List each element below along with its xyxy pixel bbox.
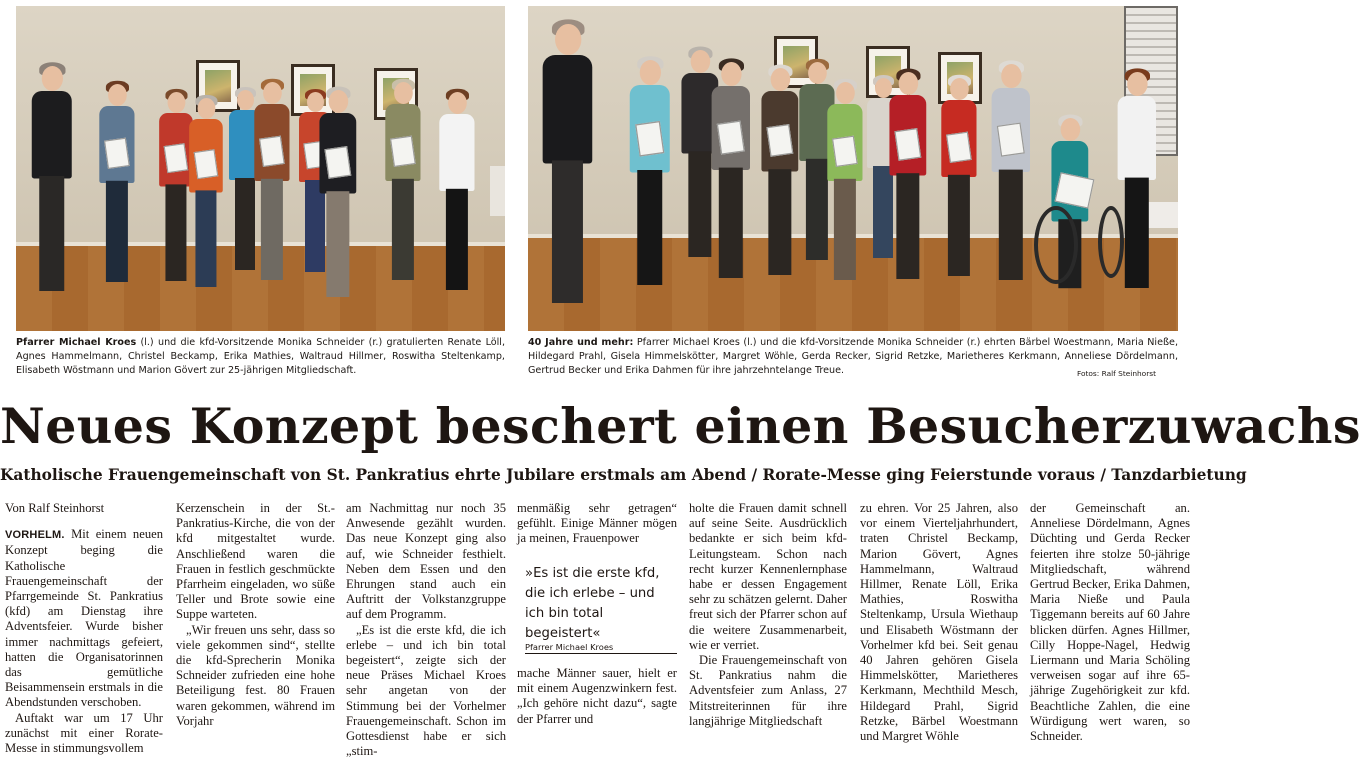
photo-left xyxy=(16,6,505,331)
photo-right xyxy=(528,6,1178,331)
column-2-paragraph-1: Kerzenschein in der St.-Pankratius-Kirche, die von der kfd mitgestaltet wurde. Anschließend waren die Frauen in festlich geschmückte Pfarrheim eingeladen, wo süße Teller und Brote sowie eine Suppe warteten. xyxy=(176,501,335,622)
caption-left-text: (l.) und die kfd-Vorsitzende Monika Schneider (r.) gratulierten Renate Löll, Agnes Hammelmann, Christel Beckamp, Erika Mathies, Waltraud Hillmer, Roswitha Steltenkamp, Elisabeth Wöstmann und Marion Gövert zur 25-jährigen Mitgliedschaft. xyxy=(16,337,505,377)
column-4-paragraph-bottom: mache Männer sauer, hielt er mit einem Augenzwinkern fest. „Ich gehöre nicht dazu“, sagte der Pfarrer und xyxy=(517,666,677,726)
column-1 xyxy=(5,501,163,756)
column-2-paragraph-2: „Wir freuen uns sehr, dass so viele gekommen sind“, stellte die kfd-Sprecherin Monika Schneider zufrieden eine hohe Beteiligung fest. 80 Frauen waren gekommen, während im Vorjahr xyxy=(176,622,335,728)
column-4-paragraph-top: menmäßig sehr getragen“ gefühlt. Einige Männer mögen ja meinen, Frauenpower xyxy=(517,501,677,546)
column-2 xyxy=(176,501,335,729)
pull-quote-source: Pfarrer Michael Kroes xyxy=(525,642,677,654)
caption-right-text: Pfarrer Michael Kroes (l.) und die kfd-Vorsitzende Monika Schneider (r.) ehrten Bärbel Woestmann, Maria Nieße, Hildegard Prahl, Gisela Himmelskötter, Margret Wöhle, Gerda Recker, Sigrid Retzke, Marietheres Kerkmann, Anneliese Dördelmann, Gertrud Becker und Erika Dahmen für ihre jahrzehntelange Treue. xyxy=(528,337,1178,377)
column-3-paragraph-1: am Nachmittag nur noch 35 Anwesende gezählt wurden. Das neue Konzept ging also auf, wie Schneider festhielt. Neben dem Essen und den Ehrungen stand auch ein Auftritt der Volkstanzgruppe auf dem Programm. xyxy=(346,501,506,622)
column-1-paragraph-2: Auftakt war um 17 Uhr zunächst mit einer Rorate-Messe in stimmungsvollem xyxy=(5,710,163,756)
column-7-paragraph-1: der Gemeinschaft an. Anneliese Dördelmann, Agnes Düchting und Gerda Recker feierten ihre stolze 50-jährige Mitgliedschaft, während Gertrud Becker, Erika Dahmen, Maria Nieße und Paula Tiggemann bereits auf 60 Jahre blicken dürfen. Agnes Hillmer, Cilly Hoppe-Nagel, Hedwig Liermann und Maria Schöling verweisen sogar auf ihre 65-jährige Zugehörigkeit zur kfd. Beachtliche Zahlen, die eine Würdigung wert waren, so Schneider. xyxy=(1030,501,1190,744)
caption-right-lead: 40 Jahre und mehr: xyxy=(528,337,634,348)
column-1-paragraph-1: Mit einem neuen Konzept beging die Katholische Frauengemeinschaft der Pfarrgemeinde St. Pankratius (kfd) am Dienstag ihre Adventsfeier. Wurde bisher immer nachmittags gefeiert, hatten die Organisatorinnen das gemütliche Beisammensein erstmals in die Abendstunden verschoben. xyxy=(5,527,163,710)
column-5-paragraph-1: holte die Frauen damit schnell auf seine Seite. Ausdrücklich bedankte er sich beim kfd-Leitungsteam. Schon nach recht kurzer Kennenlernphase habe er dessen Engagement sehr zu schätzen gelernt. Daher freut sich der Pfarrer schon auf die weitere Zusammenarbeit, wie er verriet. xyxy=(689,501,847,652)
headline: Neues Konzept beschert einen Besucherzuwachs xyxy=(0,397,1361,455)
column-3-paragraph-2: „Es ist die erste kfd, die ich erlebe – und ich bin total begeistert“, zeigte sich der neue Präses Michael Kroes sehr angetan von der Stimmung bei der Vorhelmer Frauengemeinschaft. Schon im Gottesdienst habe er sich „stim- xyxy=(346,622,506,759)
column-5 xyxy=(689,501,847,729)
photo-credit: Fotos: Ralf Steinhorst xyxy=(1077,369,1156,378)
column-3 xyxy=(346,501,506,759)
pull-quote: »Es ist die erste kfd, die ich erlebe – und ich bin total begeistert« xyxy=(525,566,660,641)
column-6 xyxy=(860,501,1018,744)
column-7 xyxy=(1030,501,1190,744)
caption-left-lead: Pfarrer Michael Kroes xyxy=(16,337,137,348)
column-4-top xyxy=(517,501,677,547)
caption-left xyxy=(16,336,505,379)
column-4-bottom xyxy=(517,666,677,727)
column-5-paragraph-2: Die Frauengemeinschaft von St. Pankratius nahm die Adventsfeier zum Anlass, 27 Mitstreiterinnen für ihre langjährige Mitgliedschaft xyxy=(689,653,847,728)
dateline: VORHELM. xyxy=(5,529,65,542)
column-6-paragraph-1: zu ehren. Vor 25 Jahren, also vor einem Vierteljahrhundert, traten Christel Beckamp, Marion Gövert, Agnes Hammelmann, Waltraud Hillmer, Renate Löll, Erika Mathies, Roswitha Steltenkamp, Ursula Wiethaup und Elisabeth Wöstmann der Vorhelmer kfd bei. Seit genau 40 Jahren gehören Gisela Himmelskötter, Marietheres Kerkmann, Mechthild Mesch, Hildegard Prahl, Sigrid Retzke, Bärbel Woestmann und Margret Wöhle xyxy=(860,501,1018,744)
subheadline: Katholische Frauengemeinschaft von St. Pankratius ehrte Jubilare erstmals am Abend / Rorate-Messe ging Feierstunde voraus / Tanzdarbietung xyxy=(0,466,1247,484)
byline: Von Ralf Steinhorst xyxy=(5,501,105,515)
